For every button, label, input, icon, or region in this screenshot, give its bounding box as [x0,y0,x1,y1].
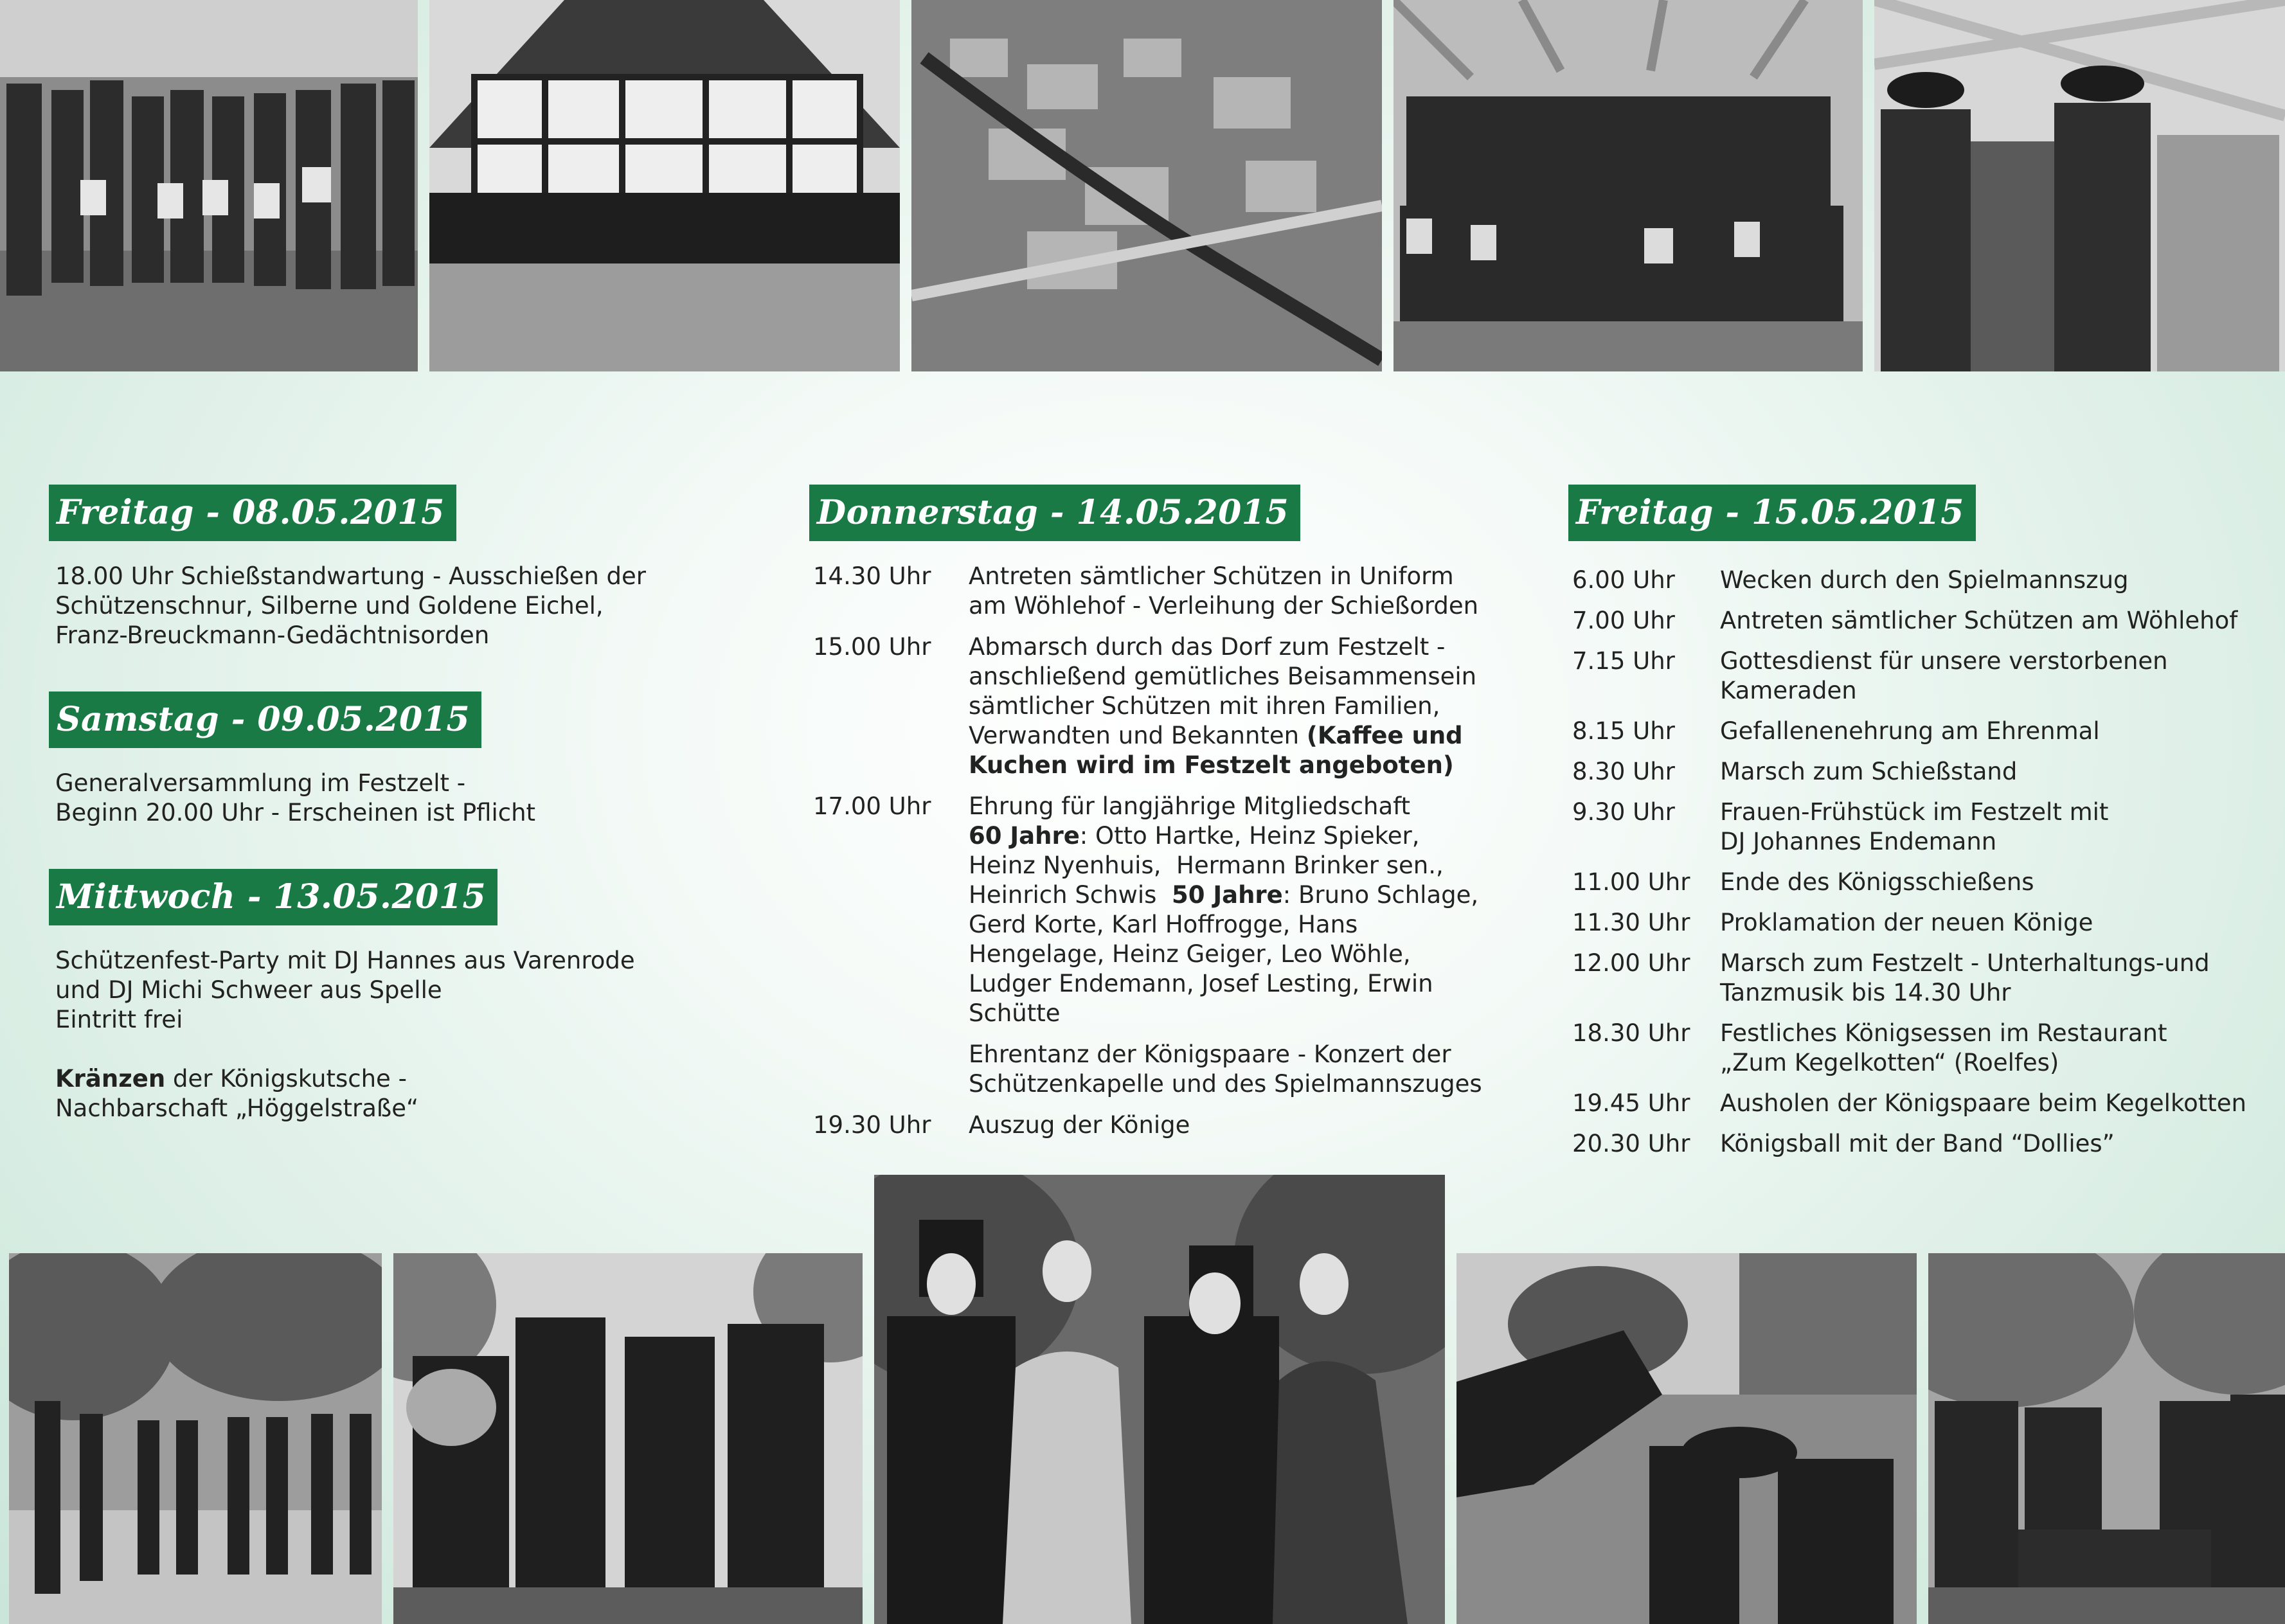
text-line [969,880,1536,910]
text-bold: 50 Jahre [1171,881,1283,909]
text-line: Königsball mit der Band “Dollies” [1720,1130,2115,1157]
text-line: DJ Johannes Endemann [1720,828,1997,855]
text-line [969,821,1536,851]
schedule-time: 19.45 Uhr [1572,1089,1690,1117]
schedule-row [1568,566,2282,595]
text-line: „Zum Kegelkotten“ (Roelfes) [1720,1049,2059,1076]
text-line: Franz-Breuckmann-Gedächtnisorden [55,621,490,649]
schedule-row [1568,1019,2282,1078]
photo-carriage [1928,1253,2285,1624]
schedule-row [809,632,1536,780]
text-line [969,721,1536,751]
schedule-row [1568,606,2282,636]
day-heading-wednesday-1305: Mittwoch - 13.05.2015 [49,869,497,925]
schedule-time: 11.00 Uhr [1572,868,1690,896]
text-line: und DJ Michi Schweer aus Spelle [55,976,442,1004]
schedule-time: 7.15 Uhr [1572,647,1675,675]
text-line: Antreten sämtlicher Schützen in Uniform [969,562,1454,590]
text-line: Ende des Königsschießens [1720,868,2034,896]
text-line: Hengelage, Heinz Geiger, Leo Wöhle, [969,940,1411,968]
text-line: Gerd Korte, Karl Hoffrogge, Hans [969,911,1358,938]
schedule-desc [969,632,1536,780]
schedule-time: 7.00 Uhr [1572,607,1675,634]
schedule-time: 11.30 Uhr [1572,909,1690,936]
schedule-time: 6.00 Uhr [1572,566,1675,594]
kraenzen-rest: der Königskutsche - [165,1065,407,1093]
text-line: Proklamation der neuen Könige [1720,909,2093,936]
schedule-time: 19.30 Uhr [813,1111,931,1139]
photo-guests-tent [1874,0,2285,371]
text-plain: Verwandten und Bekannten [969,722,1307,749]
schedule-desc [1720,949,2282,1008]
text-line: 18.00 Uhr Schießstandwartung - Ausschießen der [55,562,647,590]
text-line: Eintritt frei [55,1006,183,1033]
text-plain: Heinrich Schwis [969,881,1172,909]
friday-1505-schedule [1568,566,2282,1159]
text-line: Antreten sämtlicher Schützen am Wöhlehof [1720,607,2238,634]
text-line: Ausholen der Königspaare beim Kegelkotten [1720,1089,2246,1117]
text-line: Frauen-Frühstück im Festzelt mit [1720,798,2109,826]
text-line: Wecken durch den Spielmannszug [1720,566,2129,594]
schedule-row [1568,717,2282,746]
text-line: Festliches Königsessen im Restaurant [1720,1019,2167,1047]
schedule-row [1568,868,2282,897]
column-middle [809,485,1536,1152]
text-line: Gottesdienst für unsere verstorbenen [1720,647,2168,675]
text-line: Kameraden [1720,677,1857,704]
schedule-row [1568,647,2282,706]
schedule-row [1568,757,2282,787]
text-line: Ehrung für langjährige Mitgliedschaft [969,792,1411,820]
text-line: Generalversammlung im Festzelt - [55,769,466,797]
day-heading-thursday-1405: Donnerstag - 14.05.2015 [809,485,1300,541]
schedule-desc: Auszug der Könige [969,1111,1190,1139]
text-line: Beginn 20.00 Uhr - Erscheinen ist Pflicht [55,799,536,826]
schedule-row [1568,1129,2282,1159]
day-heading-saturday-0905: Samstag - 09.05.2015 [49,692,481,748]
wednesday-text [55,946,775,1123]
text-line: anschließend gemütliches Beisammensein [969,663,1477,690]
kraenzen-line [55,1064,775,1094]
schedule-desc [1720,566,2282,595]
schedule-desc [1720,1019,2282,1078]
text-line: Schützenkapelle und des Spielmannszuges [969,1070,1482,1098]
schedule-time: 8.30 Uhr [1572,758,1675,785]
text-line: Marsch zum Schießstand [1720,758,2018,785]
column-left [49,485,775,1123]
text-bold: 60 Jahre [969,822,1080,850]
schedule-desc [1720,757,2282,787]
text-line: Nachbarschaft „Höggelstraße“ [55,1094,419,1122]
text-plain: : Otto Hartke, Heinz Spieker, [1079,822,1420,850]
saturday-text [55,769,775,828]
day-heading-friday-0805: Freitag - 08.05.2015 [49,485,456,541]
text-bold: (Kaffee und [1306,722,1463,749]
text-line: Marsch zum Festzelt - Unterhaltungs-und [1720,949,2210,977]
text-line: Abmarsch durch das Dorf zum Festzelt - [969,633,1446,661]
schedule-row [1568,1089,2282,1118]
schedule-row [1568,949,2282,1008]
schedule-desc [1720,647,2282,706]
schedule-desc [969,562,1536,621]
schedule-time: 20.30 Uhr [1572,1130,1690,1157]
text-plain: : Bruno Schlage, [1282,881,1479,909]
schedule-row [809,1040,1536,1099]
schedule-desc [1720,717,2282,746]
kraenzen-bold: Kränzen [55,1065,166,1093]
photo-group-awards [0,0,418,371]
text-line: Schützenfest-Party mit DJ Hannes aus Varenrode [55,947,635,974]
schedule-row [1568,908,2282,938]
text-line: Heinz Nyenhuis, Hermann Brinker sen., [969,852,1444,879]
schedule-desc [969,792,1536,1028]
text-line: sämtlicher Schützen mit ihren Familien, [969,692,1440,720]
photo-aerial-village [911,0,1382,371]
text-line: Schützenschnur, Silberne und Goldene Eichel, [55,592,604,620]
photo-royal-couples [874,1175,1445,1624]
schedule-desc [1720,1129,2282,1159]
friday-0805-text [55,562,775,650]
photo-marching-band [393,1253,863,1624]
schedule-desc [1720,606,2282,636]
schedule-time [809,1040,969,1099]
schedule-desc [1720,798,2282,857]
text-bold: Kuchen wird im Festzelt angeboten) [969,751,1454,779]
schedule-desc [1720,908,2282,938]
schedule-row [809,562,1536,621]
text-line: Ludger Endemann, Josef Lesting, Erwin [969,970,1433,997]
schedule-time: 17.00 Uhr [813,792,931,820]
text-line: Tanzmusik bis 14.30 Uhr [1720,979,2011,1006]
schedule-row [1568,798,2282,857]
schedule-time: 18.30 Uhr [1572,1019,1690,1047]
schedule-time: 12.00 Uhr [1572,949,1690,977]
text-line: Schütte [969,999,1061,1027]
text-line: am Wöhlehof - Verleihung der Schießorden [969,592,1479,620]
photo-seated-group [1393,0,1863,371]
schedule-desc [1720,1089,2282,1118]
schedule-desc [1720,868,2282,897]
day-heading-friday-1505: Freitag - 15.05.2015 [1568,485,1976,541]
column-right [1568,485,2282,1170]
text-line: Gefallenenehrung am Ehrenmal [1720,717,2100,745]
schedule-time: 8.15 Uhr [1572,717,1675,745]
schedule-time: 9.30 Uhr [1572,798,1675,826]
schedule-row [809,792,1536,1028]
schedule-desc [969,1040,1536,1099]
text-line [969,751,1536,780]
schedule-row [809,1111,1536,1140]
photo-timber-house [429,0,900,371]
text-line: Ehrentanz der Königspaare - Konzert der [969,1040,1451,1068]
photo-park-ceremony [9,1253,382,1624]
photo-king-lifted [1456,1253,1917,1624]
schedule-time: 14.30 Uhr [813,562,931,590]
schedule-time: 15.00 Uhr [813,633,931,661]
